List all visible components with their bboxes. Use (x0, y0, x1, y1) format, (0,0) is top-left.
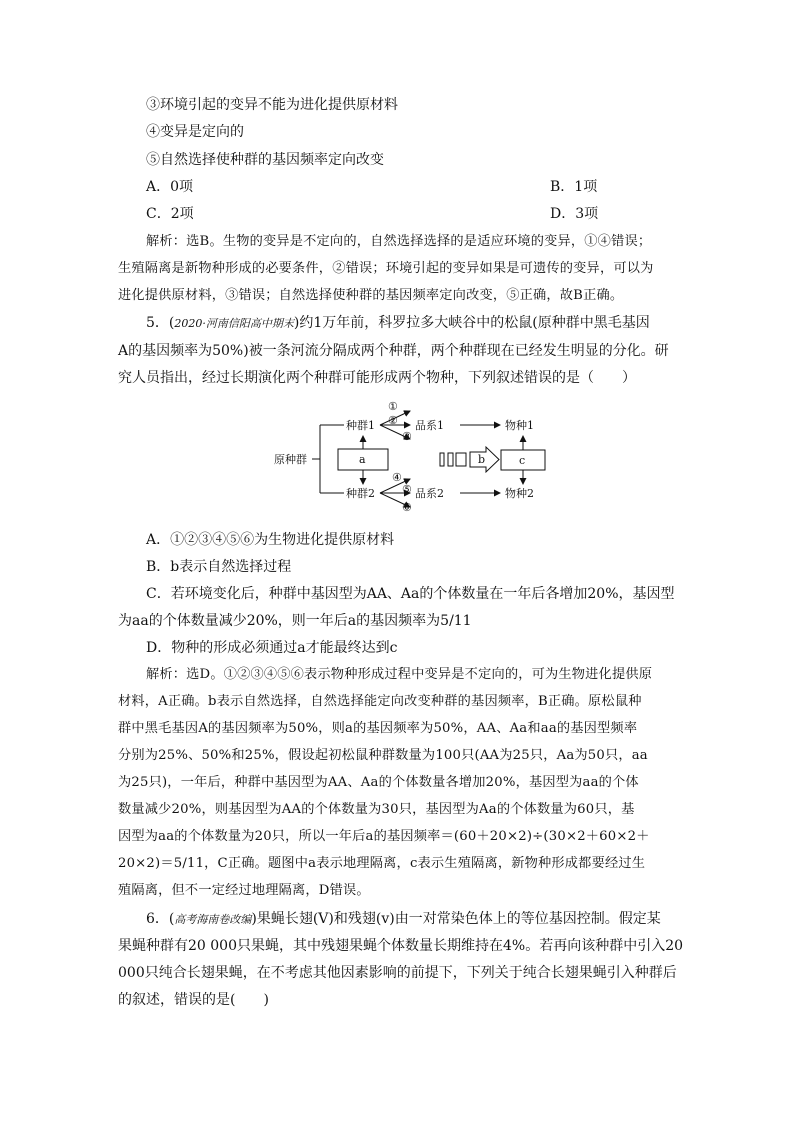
q5-analysis-line-1: 解析：选D。①②③④⑤⑥表示物种形成过程中变异是不定向的，可为生物进化提供原 (146, 667, 653, 682)
mark-5: ⑤ (402, 483, 412, 496)
q5-analysis-line-3: 群中黑毛基因A的基因频率为50%，则a的基因频率为50%，AA、Aa和aa的基因型频率 (118, 721, 638, 736)
q6-stem-line-4: 的叙述，错误的是( ) (118, 992, 269, 1008)
q5-analysis-line-8: 20×2)＝5/11，C正确。题图中a表示地理隔离，c表示生殖隔离，新物种形成都要经过生 (118, 856, 646, 871)
q5-option-b[interactable]: B．b表示自然选择过程 (146, 559, 292, 575)
label-a: a (359, 453, 366, 466)
label-b: b (478, 453, 486, 466)
q4-item-3: ③环境引起的变异不能为进化提供原材料 (146, 97, 398, 113)
q4-option-d[interactable]: D．3项 (550, 206, 599, 222)
arrow-b (470, 447, 499, 472)
mark-3: ③ (402, 430, 412, 443)
label-species-2: 物种2 (505, 487, 534, 500)
q4-option-c[interactable]: C．2项 (146, 206, 194, 222)
q5-number: 5．( (146, 315, 175, 331)
q4-analysis-line-3: 进化提供原材料，③错误；自然选择使种群的基因频率定向改变，⑤正确，故B正确。 (118, 288, 624, 303)
q4-item-5: ⑤自然选择使种群的基因频率定向改变 (146, 152, 384, 168)
bar-3 (456, 453, 466, 466)
q5-option-c-line-1[interactable]: C．若环境变化后，种群中基因型为AA、Aa的个体数量在一年后各增加20%，基因型 (146, 586, 675, 602)
q6-number: 6．( (146, 911, 175, 927)
q5-stem-line-3: 究人员指出，经过长期演化两个种群可能形成两个物种，下列叙述错误的是（ ） (118, 370, 636, 386)
q5-option-d[interactable]: D．物种的形成必须通过a才能最终达到c (146, 640, 398, 656)
label-population-1: 种群1 (346, 419, 375, 432)
mark-6: ⑥ (402, 501, 412, 514)
q6-stem-line-1 (146, 909, 661, 930)
q5-source: 2020·河南信阳高中期末 (174, 317, 294, 330)
q6-stem-line-3: 000只纯合长翅果蝇，在不考虑其他因素影响的前提下，下列关于纯合长翅果蝇引入种群后 (118, 965, 677, 981)
q5-analysis-line-4: 分别为25%、50%和25%，假设起初松鼠种群数量为100只(AA为25只，Aa为50只，aa (118, 748, 648, 763)
q4-options-row1 (146, 177, 598, 197)
label-species-1: 物种1 (505, 419, 534, 432)
label-strain-1: 品系1 (415, 419, 444, 432)
q5-option-a[interactable]: A．①②③④⑤⑥为生物进化提供原材料 (146, 532, 395, 548)
q5-stem-line-2: A的基因频率为50%)被一条河流分隔成两个种群，两个种群现在已经发生明显的分化。研 (118, 343, 669, 359)
label-population-2: 种群2 (346, 487, 375, 500)
box-c (501, 450, 545, 470)
q5-stem-first: )约1万年前，科罗拉多大峡谷中的松鼠(原种群中黑毛基因 (293, 315, 650, 331)
q4-option-a[interactable]: A．0项 (146, 179, 194, 195)
mark-4: ④ (392, 471, 402, 484)
mark-2: ② (388, 414, 398, 427)
q6-source: 高考海南卷改编 (174, 913, 252, 926)
label-strain-2: 品系2 (415, 487, 444, 500)
mark-1: ① (388, 400, 398, 413)
q5-analysis-line-9: 殖隔离，但不一定经过地理隔离，D错误。 (118, 883, 370, 898)
q5-analysis-line-5: 为25只)，一年后，种群中基因型为AA、Aa的个体数量各增加20%，基因型为aa的个体 (118, 775, 639, 790)
bar-2 (448, 453, 453, 466)
q5-stem-line-1 (146, 313, 650, 334)
q5-analysis-line-2: 材料，A正确。b表示自然选择，自然选择能定向改变种群的基因频率，B正确。原松鼠种 (118, 694, 642, 709)
box-a (338, 449, 388, 470)
q5-analysis-line-6: 数量减少20%，则基因型为AA的个体数量为30只，基因型为Aa的个体数量为60只，基 (118, 802, 635, 817)
q4-options-row2 (146, 204, 599, 224)
label-c: c (519, 454, 526, 467)
q5-analysis-line-7: 因型为aa的个体数量为20只，所以一年后a的基因频率＝(60＋20×2)÷(30×2＋60×2＋ (118, 829, 650, 844)
q4-item-4: ④变异是定向的 (146, 124, 244, 140)
q6-stem-first: )果蝇长翅(V)和残翅(v)由一对常染色体上的等位基因控制。假定某 (251, 911, 661, 927)
q4-analysis-line-1: 解析：选B。生物的变异是不定向的，自然选择选择的是适应环境的变异，①④错误； (146, 234, 652, 249)
q5-option-c-line-2[interactable]: 为aa的个体数量减少20%，则一年后a的基因频率为5/11 (118, 613, 472, 629)
q4-analysis-line-2: 生殖隔离是新物种形成的必要条件，②错误；环境引起的变异如果是可遗传的变异，可以为 (118, 261, 654, 276)
bar-1 (440, 453, 444, 466)
q4-option-b[interactable]: B．1项 (550, 179, 598, 195)
label-original-population: 原种群 (274, 453, 307, 466)
q6-stem-line-2: 果蝇种群有20 000只果蝇，其中残翅果蝇个体数量长期维持在4%。若再向该种群中引入20 (118, 938, 684, 954)
